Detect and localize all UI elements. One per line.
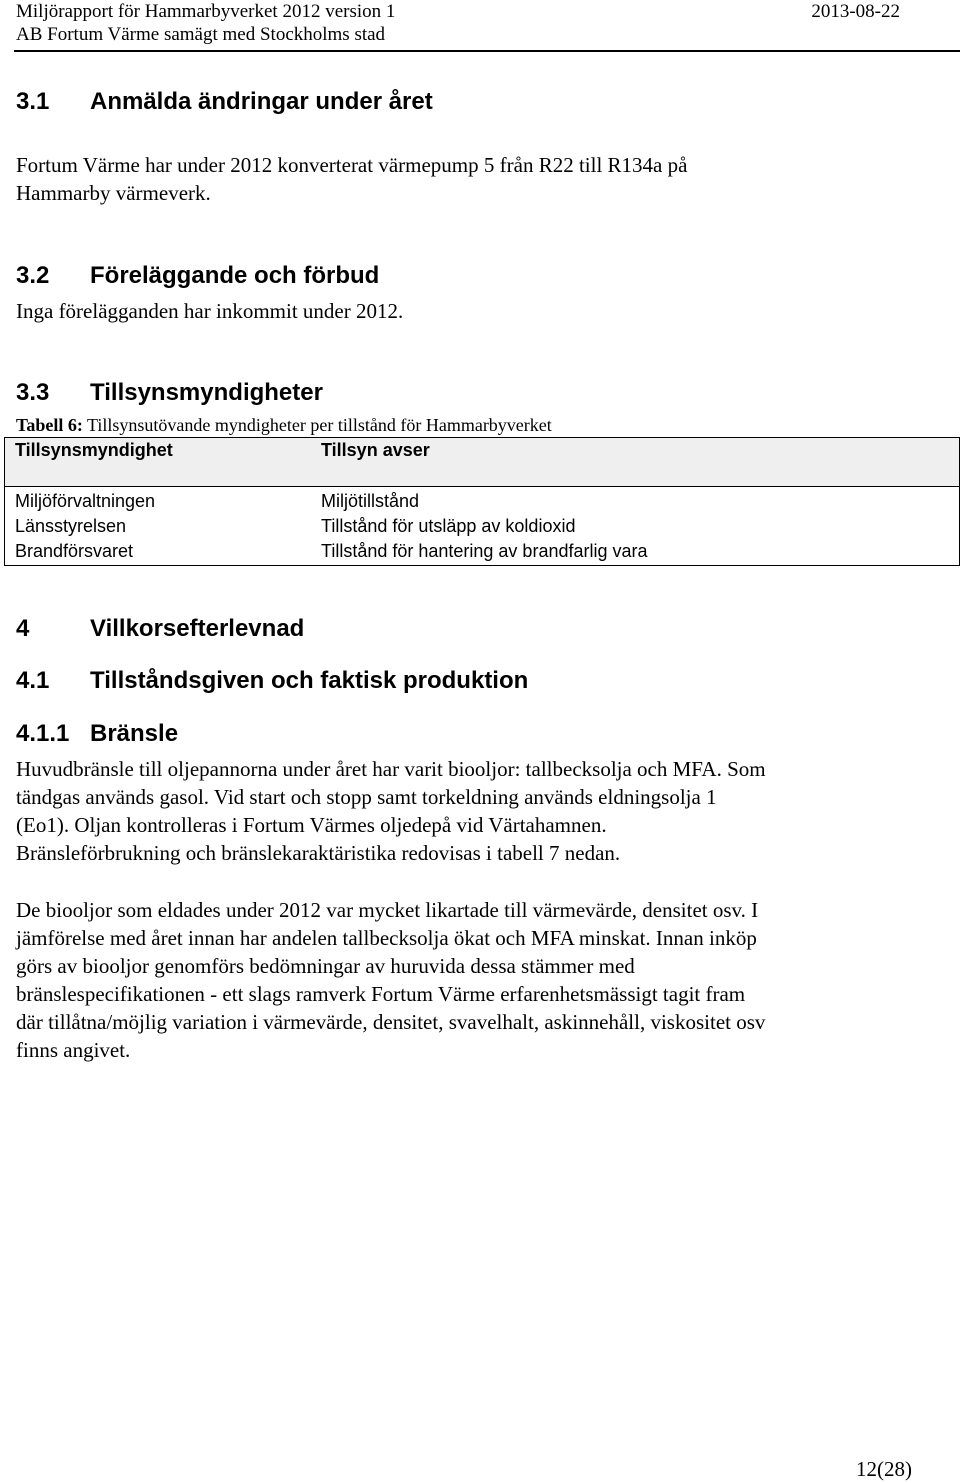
authority-table [4, 437, 960, 566]
table-row [5, 487, 960, 566]
authority-name: Brandförsvaret [15, 541, 134, 561]
authority-name: Miljöförvaltningen [15, 491, 156, 511]
section-heading-3-2 [16, 262, 379, 290]
section-title: Bränsle [90, 720, 179, 747]
section-title: Tillståndsgiven och faktisk produktion [90, 667, 529, 694]
section-number: 3.2 [16, 262, 50, 289]
page-number: 12(28) [856, 1457, 912, 1481]
section-number: 3.3 [16, 379, 50, 406]
paragraph-line: Huvudbränsle till oljepannorna under året har varit biooljor: tallbecksolja och MFA. Som [16, 757, 766, 781]
paragraph-line: Bränsleförbrukning och bränslekaraktäristika redovisas i tabell 7 nedan. [16, 841, 621, 865]
section-title: Anmälda ändringar under året [90, 88, 433, 115]
paragraph-line: Hammarby värmeverk. [16, 181, 211, 205]
company-name: AB Fortum Värme samägt med Stockholms stad [16, 24, 386, 45]
table-caption [16, 414, 552, 436]
report-date: 2013-08-22 [811, 1, 900, 22]
paragraph-line: där tillåtna/möjlig variation i värmevärde, densitet, svavelhalt, askinnehåll, viskositet osv [16, 1010, 766, 1034]
section-heading-4 [16, 615, 304, 643]
section-heading-3-1 [16, 88, 433, 116]
table-caption-label: Tabell 6: [16, 415, 83, 435]
section-heading-4-1-1 [16, 720, 178, 748]
paragraph-line: Inga förelägganden har inkommit under 2012. [16, 299, 404, 323]
scope-text: Tillstånd för hantering av brandfarlig vara [321, 541, 648, 561]
section-title: Föreläggande och förbud [90, 262, 380, 289]
section-number: 4 [16, 615, 30, 642]
paragraph-line: (Eo1). Oljan kontrolleras i Fortum Värmes oljedepå vid Värtahamnen. [16, 813, 607, 837]
paragraph-line: tändgas används gasol. Vid start och stopp samt torkeldning används eldningsolja 1 [16, 785, 717, 809]
table-header-row [5, 438, 960, 487]
scope-cell [311, 487, 960, 566]
header-rule [14, 50, 960, 52]
section-number: 3.1 [16, 88, 50, 115]
column-header-scope: Tillsyn avser [311, 438, 960, 487]
section-heading-3-3 [16, 379, 323, 407]
column-header-authority: Tillsynsmyndighet [5, 438, 312, 487]
paragraph-line: jämförelse med året innan har andelen tallbecksolja ökat och MFA minskat. Innan inköp [16, 926, 757, 950]
authority-name: Länsstyrelsen [15, 516, 127, 536]
report-title: Miljörapport för Hammarbyverket 2012 version 1 [16, 1, 396, 22]
paragraph-line: görs av biooljor genomförs bedömningar av huruvida dessa stämmer med [16, 954, 635, 978]
section-title: Tillsynsmyndigheter [90, 379, 323, 406]
table-caption-text: Tillsynsutövande myndigheter per tillstånd för Hammarbyverket [82, 415, 552, 435]
paragraph-line: De biooljor som eldades under 2012 var mycket likartade till värmevärde, densitet osv. I [16, 898, 759, 922]
section-number: 4.1 [16, 667, 50, 694]
authority-cell [5, 487, 312, 566]
paragraph-line: finns angivet. [16, 1038, 131, 1062]
paragraph-line: bränslespecifikationen - ett slags ramverk Fortum Värme erfarenhetsmässigt tagit fram [16, 982, 746, 1006]
section-title: Villkorsefterlevnad [90, 615, 305, 642]
scope-text: Tillstånd för utsläpp av koldioxid [321, 516, 576, 536]
paragraph-line: Fortum Värme har under 2012 konverterat värmepump 5 från R22 till R134a på [16, 153, 688, 177]
section-heading-4-1 [16, 667, 528, 695]
scope-text: Miljötillstånd [321, 491, 420, 511]
section-number: 4.1.1 [16, 720, 70, 747]
